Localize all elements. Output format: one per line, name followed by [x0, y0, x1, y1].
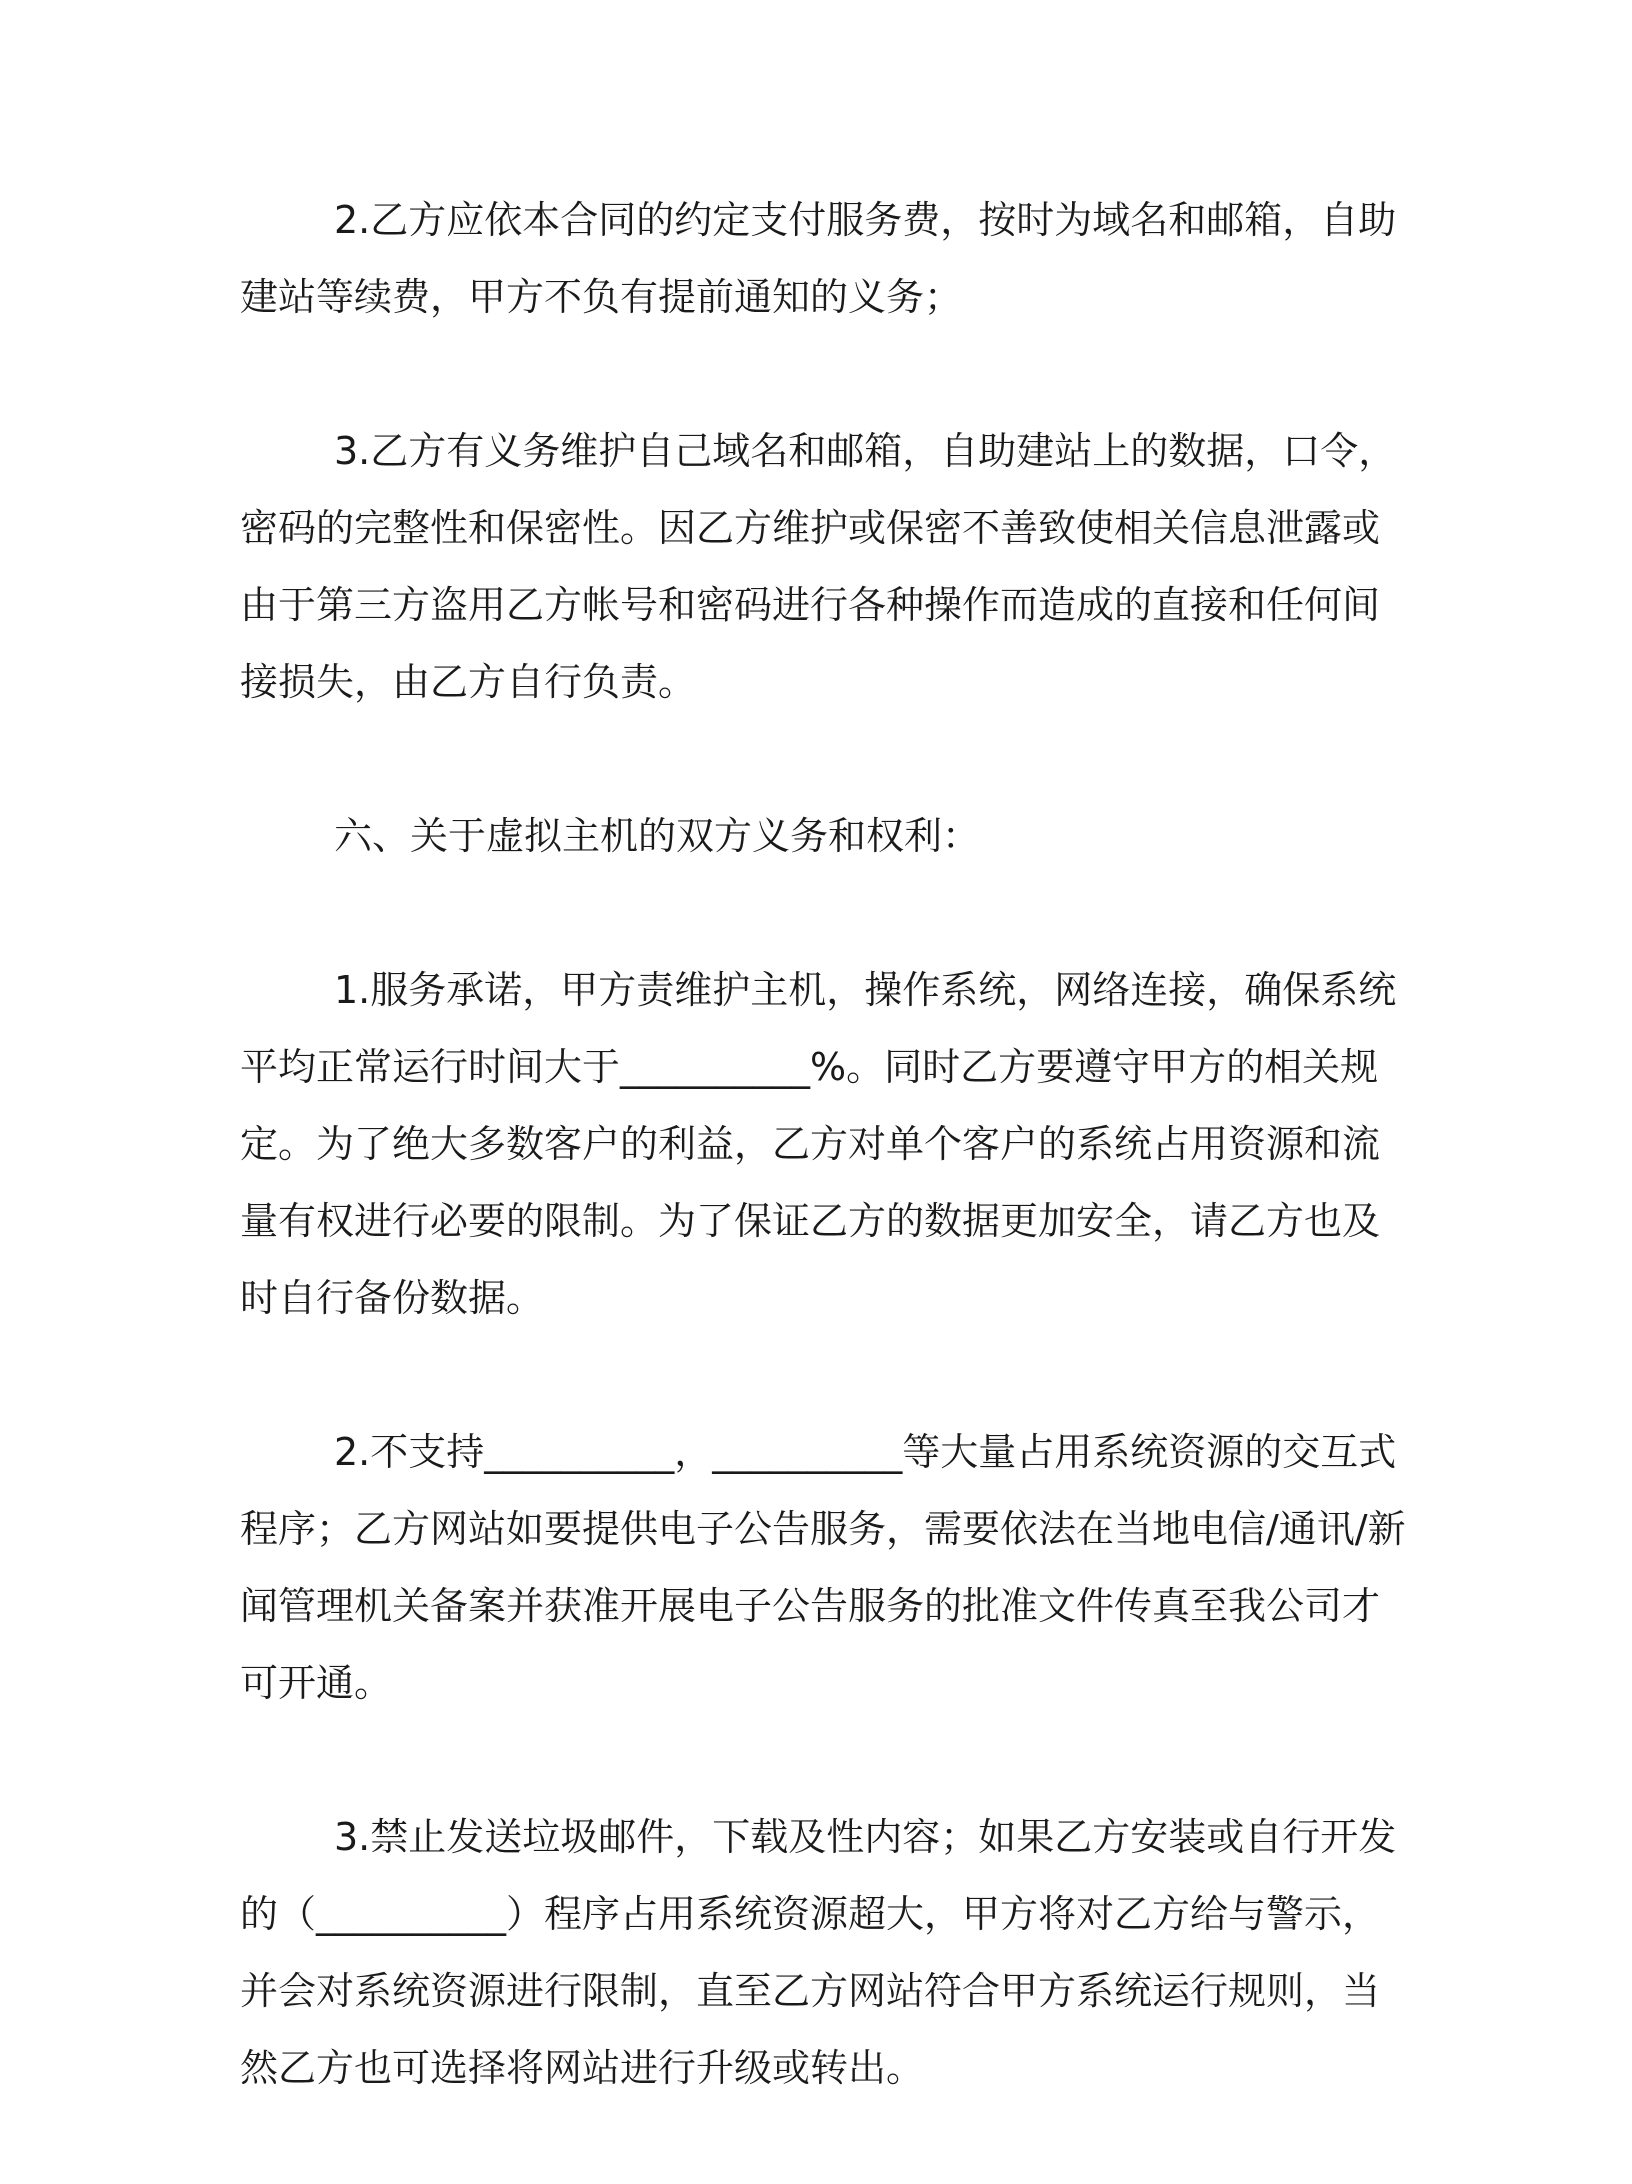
- paragraph-line: 3.乙方有义务维护自己域名和邮箱，自助建站上的数据，口令，: [334, 429, 1397, 473]
- section-heading-virtual-host: [240, 798, 1450, 875]
- paragraph-prohibited-content: [240, 1799, 1450, 2107]
- paragraph-line: 接损失，由乙方自行负责。: [240, 660, 697, 704]
- section-heading: 六、关于虚拟主机的双方义务和权利：: [334, 814, 981, 858]
- paragraph-line: 平均正常运行时间大于__________%。同时乙方要遵守甲方的相关规: [240, 1045, 1379, 1089]
- paragraph-unsupported-programs: [240, 1414, 1450, 1722]
- paragraph-line: 程序；乙方网站如要提供电子公告服务，需要依法在当地电信/通讯/新: [240, 1507, 1406, 1551]
- paragraph-line: 由于第三方盗用乙方帐号和密码进行各种操作而造成的直接和任何间: [240, 583, 1381, 627]
- paragraph-data-security: [240, 413, 1450, 721]
- paragraph-line: 密码的完整性和保密性。因乙方维护或保密不善致使相关信息泄露或: [240, 506, 1381, 550]
- paragraph-line: 1.服务承诺，甲方责维护主机，操作系统，网络连接，确保系统: [334, 968, 1397, 1012]
- paragraph-line: 然乙方也可选择将网站进行升级或转出。: [240, 2046, 925, 2090]
- paragraph-line: 建站等续费，甲方不负有提前通知的义务；: [240, 275, 963, 319]
- document-body: [240, 182, 1450, 2184]
- paragraph-line: 并会对系统资源进行限制，直至乙方网站符合甲方系统运行规则，当: [240, 1969, 1381, 2013]
- paragraph-line: 定。为了绝大多数客户的利益，乙方对单个客户的系统占用资源和流: [240, 1122, 1381, 1166]
- paragraph-line: 闻管理机关备案并获准开展电子公告服务的批准文件传真至我公司才: [240, 1584, 1381, 1628]
- paragraph-line: 3.禁止发送垃圾邮件，下载及性内容；如果乙方安装或自行开发: [334, 1815, 1397, 1859]
- paragraph-line: 的（__________）程序占用系统资源超大，甲方将对乙方给与警示，: [240, 1892, 1381, 1936]
- paragraph-line: 时自行备份数据。: [240, 1276, 545, 1320]
- paragraph-renewal-fee: [240, 182, 1450, 336]
- paragraph-line: 2.不支持__________，__________等大量占用系统资源的交互式: [334, 1430, 1397, 1474]
- paragraph-line: 2.乙方应依本合同的约定支付服务费，按时为域名和邮箱，自助: [334, 198, 1397, 242]
- paragraph-service-commitment: [240, 952, 1450, 1337]
- paragraph-line: 可开通。: [240, 1661, 393, 1705]
- paragraph-line: 量有权进行必要的限制。为了保证乙方的数据更加安全，请乙方也及: [240, 1199, 1381, 1243]
